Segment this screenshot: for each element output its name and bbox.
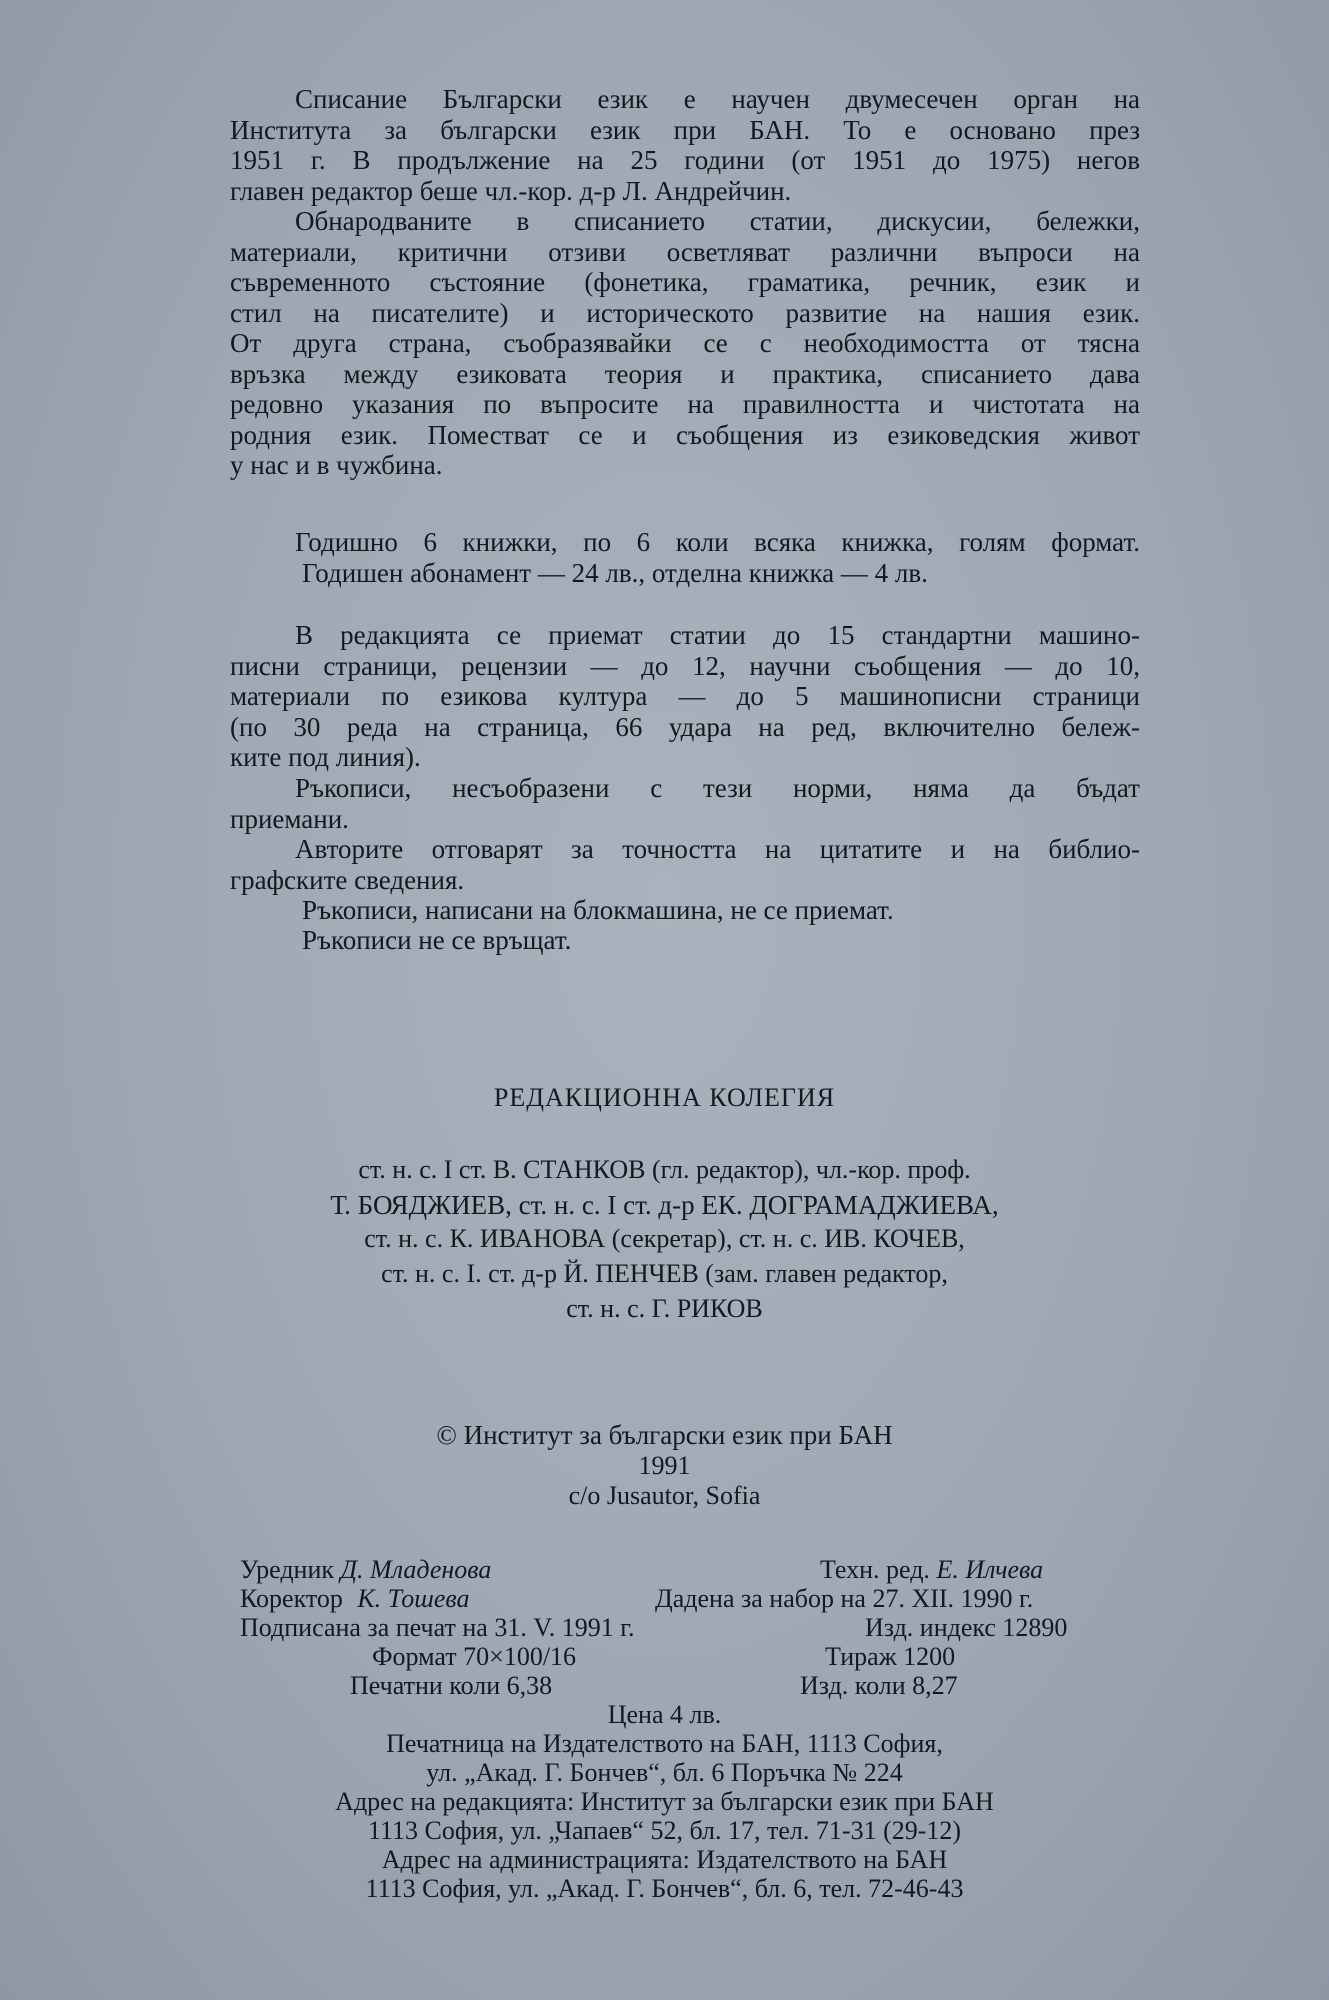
rules-paragraph-5 <box>230 925 1140 956</box>
text-line: главен редактор беше чл.-кор. д-р Л. Андрейчин. <box>230 175 792 206</box>
text-line: графските сведения. <box>230 864 465 895</box>
press-address-1: Печатница на Издателството на БАН, 1113 София, <box>386 1729 943 1758</box>
editor-name: Д. Младенова <box>340 1555 492 1584</box>
text-line: редовно указания по въпросите на правилността и чистотата на <box>230 389 1140 419</box>
print-run: Тираж 1200 <box>825 1642 956 1671</box>
text-line: Института за български език при БАН. То е основано през <box>230 114 1140 145</box>
editor-label: Уредник <box>240 1555 335 1584</box>
subscription-line-2: Годишен абонамент — 24 лв., отделна книжка — 4 лв. <box>302 557 928 588</box>
text-line: връзка между езиковата теория и практика, списанието дава <box>230 358 1140 389</box>
board-line: ст. н. с. К. ИВАНОВА (секретар), ст. н. с. ИВ. КОЧЕВ, <box>364 1224 965 1253</box>
publishing-sheets: Изд. коли 8,27 <box>800 1671 958 1700</box>
corrector-name: К. Тошева <box>357 1584 470 1613</box>
typeset-date: Дадена за набор на 27. XII. 1990 г. <box>655 1584 1034 1613</box>
price: Цена 4 лв. <box>607 1700 722 1729</box>
intro-paragraph-2 <box>230 206 1140 481</box>
editorial-address-1: Адрес на редакцията: Институт за български език при БАН <box>335 1787 994 1816</box>
rules-paragraph-4 <box>230 895 1140 926</box>
text-line: материали, критични отзиви осветляват различни въпроси на <box>230 236 1140 267</box>
signed-date: Подписана за печат на 31. V. 1991 г. <box>240 1613 635 1642</box>
rules-paragraph-3 <box>230 834 1140 895</box>
tech-editor-label: Техн. ред. <box>820 1555 930 1584</box>
text-line: Авторите отговарят за точността на цитатите и на библио- <box>295 834 1140 864</box>
text-line: 1951 г. В продължение на 25 години (от 1951 до 1975) негов <box>230 145 1140 175</box>
press-address-2: ул. „Акад. Г. Бончев“, бл. 6 Поръчка № 224 <box>426 1758 903 1787</box>
text-line: Списание Български език е научен двумесечен орган на <box>295 84 1140 114</box>
board-line: Т. БОЯДЖИЕВ, ст. н. с. I ст. д-р ЕК. ДОГРАМАДЖИЕВА, <box>330 1190 999 1220</box>
text-line: Обнародваните в списанието статии, дискусии, бележки, <box>295 206 1140 236</box>
copyright-line: © Институт за български език при БАН <box>436 1420 893 1450</box>
board-heading: РЕДАКЦИОННА КОЛЕГИЯ <box>493 1083 836 1112</box>
text-line: ките под линия). <box>230 742 421 772</box>
text-line: родния език. Поместват се и съобщения из езиковедския живот <box>230 419 1140 450</box>
text-line: Ръкописи, написани на блокмашина, не се приемат. <box>302 895 894 925</box>
administration-address-1: Адрес на администрацията: Издателството на БАН <box>381 1845 948 1874</box>
text-line: писни страници, рецензии — до 12, научни съобщения — до 10, <box>230 650 1140 681</box>
corrector-label: Коректор <box>240 1584 343 1613</box>
board-line: ст. н. с. I ст. В. СТАНКОВ (гл. редактор), чл.-кор. проф. <box>358 1155 971 1184</box>
text-line: (по 30 реда на страница, 66 удара на ред, включително бележ- <box>230 711 1140 742</box>
text-line: стил на писателите) и историческото развитие на нашия език. <box>230 297 1140 328</box>
subscription-line-1: Годишно 6 книжки, по 6 коли всяка книжка, голям формат. <box>295 527 1140 557</box>
text-line: Ръкописи, несъобразени с тези норми, няма да бъдат <box>295 773 1140 803</box>
text-line: материали по езикова култура — до 5 машинописни страници <box>230 681 1140 711</box>
tech-editor-name: Е. Илчева <box>936 1555 1044 1584</box>
copyright-year: 1991 <box>638 1451 691 1480</box>
copyright-agency: c/o Jusautor, Sofia <box>568 1481 761 1510</box>
format: Формат 70×100/16 <box>372 1642 577 1671</box>
text-line: Ръкописи не се връщат. <box>302 925 572 955</box>
text-line: у нас и в чужбина. <box>230 450 443 480</box>
rules-paragraph-1 <box>230 620 1140 773</box>
text-line: В редакцията се приемат статии до 15 стандартни машино- <box>295 620 1140 650</box>
text-line: съвременното състояние (фонетика, граматика, речник, език и <box>230 267 1140 297</box>
administration-address-2: 1113 София, ул. „Акад. Г. Бончев“, бл. 6, тел. 72-46-43 <box>365 1874 964 1903</box>
subscription-block <box>230 527 1140 588</box>
publication-index: Изд. индекс 12890 <box>865 1613 1068 1642</box>
board-line: ст. н. с. Г. РИКОВ <box>566 1294 763 1323</box>
intro-paragraph-1 <box>230 84 1140 206</box>
print-sheets: Печатни коли 6,38 <box>350 1671 553 1700</box>
editorial-address-2: 1113 София, ул. „Чапаев“ 52, бл. 17, тел. 71-31 (29-12) <box>367 1816 962 1845</box>
corrector-credit <box>240 1584 469 1613</box>
text-line: От друга страна, съобразявайки се с необходимостта от тясна <box>230 328 1140 358</box>
tech-editor-credit <box>820 1555 1043 1584</box>
editor-credit <box>240 1555 491 1584</box>
rules-paragraph-2 <box>230 773 1140 834</box>
board-line: ст. н. с. I. ст. д-р Й. ПЕНЧЕВ (зам. главен редактор, <box>381 1259 948 1288</box>
text-line: приемани. <box>230 803 349 834</box>
